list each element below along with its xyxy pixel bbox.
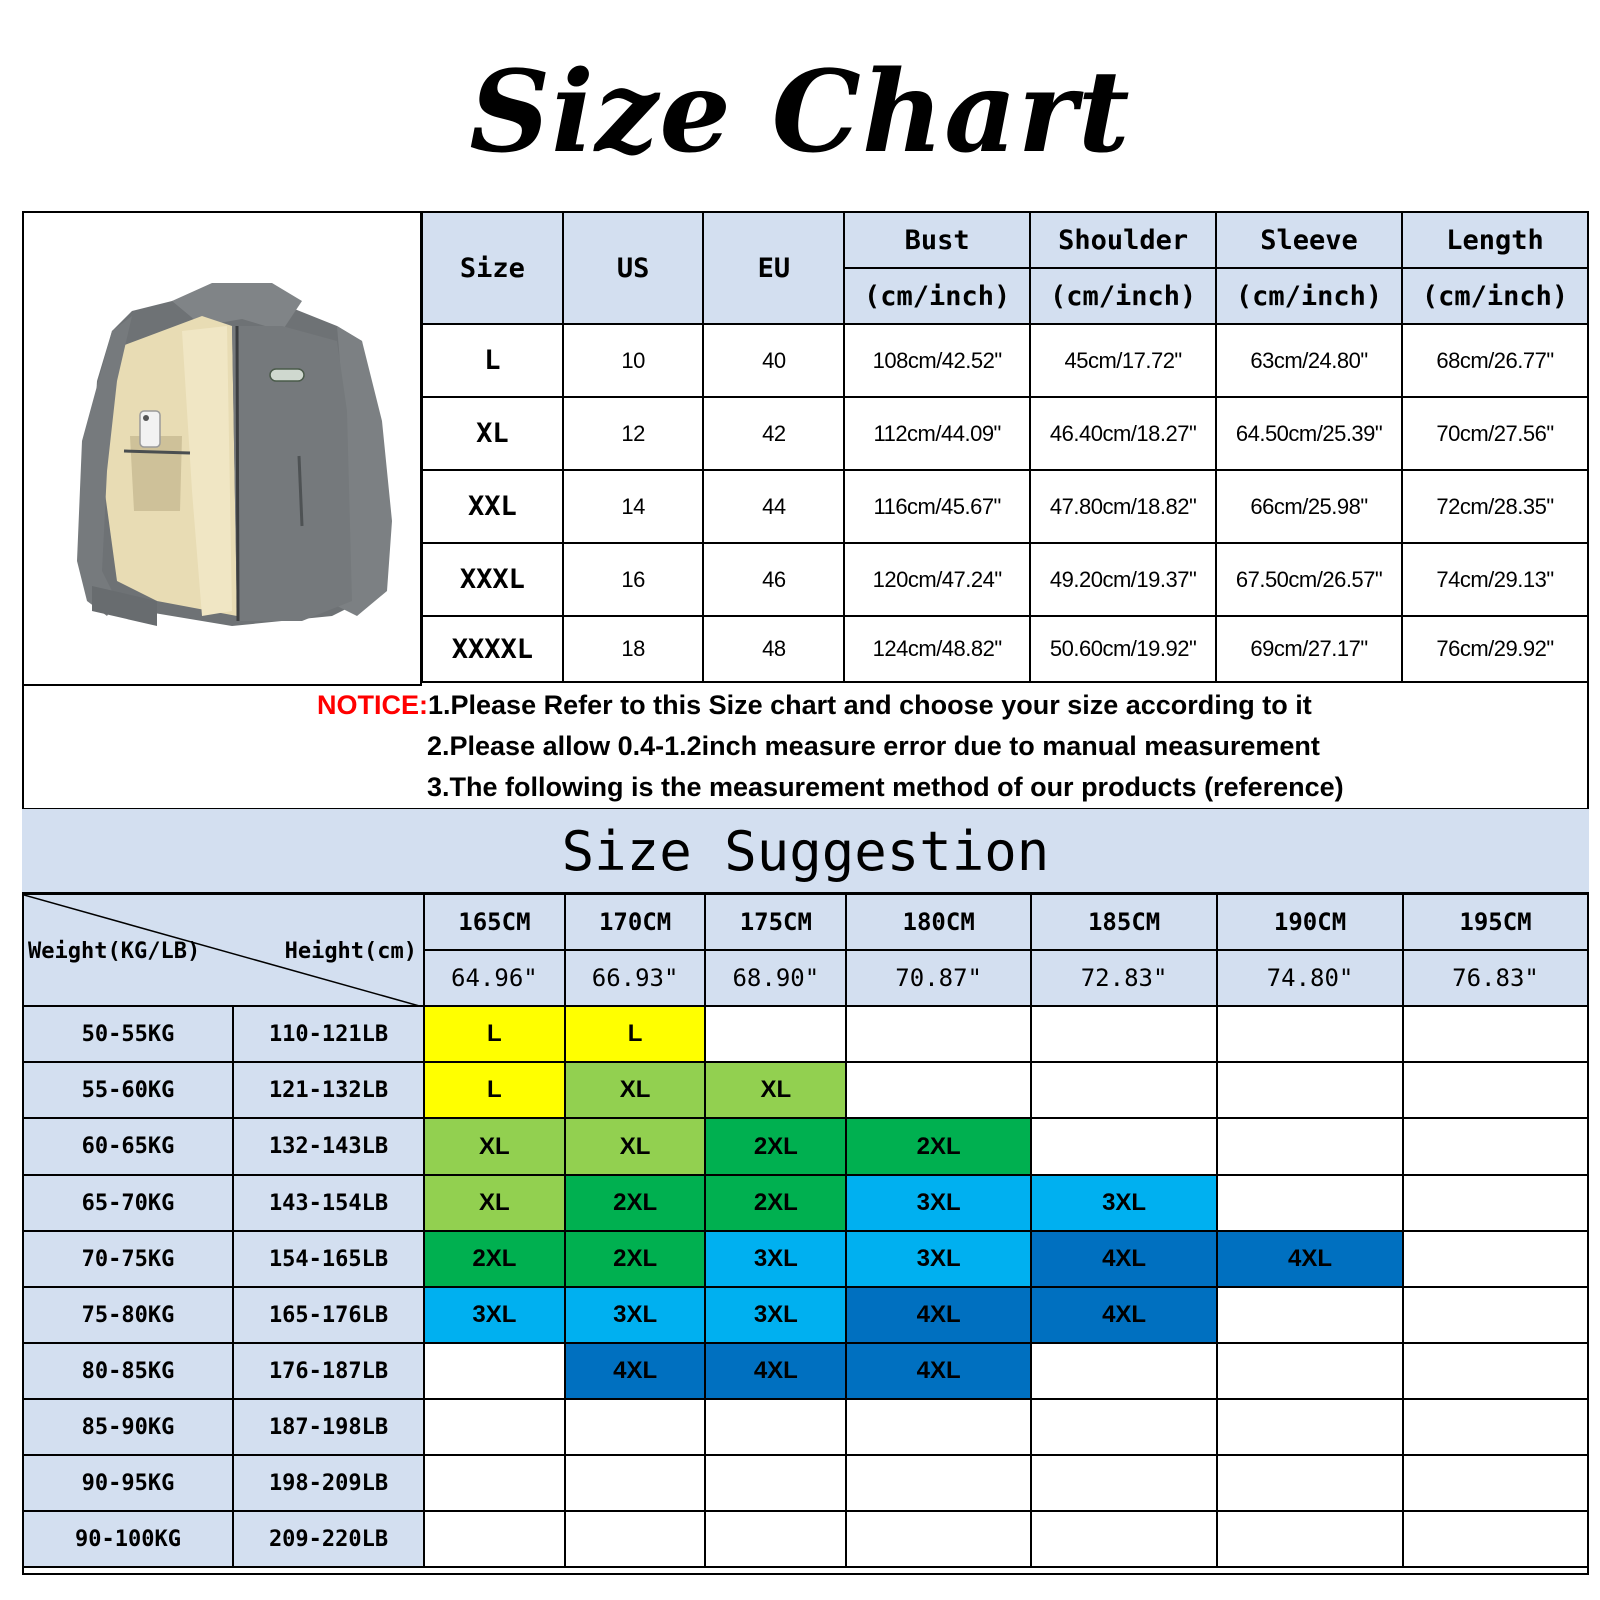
suggested-size-cell	[1403, 1455, 1588, 1511]
notice-label: NOTICE:	[317, 690, 428, 720]
suggested-size-cell	[1031, 1511, 1217, 1567]
length-cell: 72cm/28.35"	[1402, 470, 1588, 543]
weight-kg-cell: 70-75KG	[23, 1231, 233, 1287]
suggested-size-cell	[1403, 1231, 1588, 1287]
suggested-size-cell	[1031, 1118, 1217, 1175]
height-cm-header: 185CM	[1031, 894, 1217, 950]
height-in-header: 70.87"	[846, 950, 1031, 1006]
height-in-header: 64.96"	[424, 950, 565, 1006]
suggested-size-cell: 3XL	[565, 1287, 706, 1343]
suggested-size-cell	[424, 1455, 565, 1511]
suggested-size-cell	[1403, 1118, 1588, 1175]
suggested-size-cell: 3XL	[846, 1175, 1031, 1231]
height-in-header: 74.80"	[1217, 950, 1403, 1006]
table-row	[23, 1343, 1588, 1399]
suggested-size-cell: 2XL	[424, 1231, 565, 1287]
suggested-size-cell	[1031, 1399, 1217, 1455]
table-row	[23, 1455, 1588, 1511]
suggested-size-cell	[565, 1455, 706, 1511]
suggested-size-cell: XL	[705, 1062, 846, 1118]
weight-lb-cell: 209-220LB	[233, 1511, 424, 1567]
height-cm-header: 165CM	[424, 894, 565, 950]
us-cell: 16	[563, 543, 704, 616]
eu-cell: 46	[703, 543, 844, 616]
weight-lb-cell: 132-143LB	[233, 1118, 424, 1175]
table-row	[23, 1399, 1588, 1455]
page-title: Size Chart	[469, 47, 1131, 178]
height-cm-header: 170CM	[565, 894, 706, 950]
suggested-size-cell: XL	[565, 1118, 706, 1175]
notice-block	[22, 685, 1589, 810]
suggested-size-cell: 4XL	[1031, 1231, 1217, 1287]
notice-line-1: 1.Please Refer to this Size chart and choose your size according to it	[428, 690, 1312, 720]
size-header: Size	[422, 212, 563, 324]
height-cm-header: 195CM	[1403, 894, 1588, 950]
suggested-size-cell: 3XL	[705, 1287, 846, 1343]
table-row	[422, 324, 1588, 397]
suggested-size-cell	[1403, 1006, 1588, 1062]
suggested-size-cell	[1217, 1006, 1403, 1062]
suggested-size-cell: L	[424, 1062, 565, 1118]
weight-kg-cell: 80-85KG	[23, 1343, 233, 1399]
suggested-size-cell: 3XL	[424, 1287, 565, 1343]
bust-cell: 108cm/42.52"	[844, 324, 1030, 397]
suggested-size-cell: 2XL	[705, 1175, 846, 1231]
eu-cell: 40	[703, 324, 844, 397]
weight-kg-cell: 65-70KG	[23, 1175, 233, 1231]
size-suggestion-table	[22, 893, 1589, 1568]
size-suggestion-title: Size Suggestion	[22, 809, 1589, 894]
suggested-size-cell	[565, 1399, 706, 1455]
shoulder-cell: 49.20cm/19.37"	[1030, 543, 1216, 616]
shoulder-unit: (cm/inch)	[1030, 268, 1216, 324]
sleeve-cell: 63cm/24.80"	[1216, 324, 1402, 397]
shoulder-cell: 45cm/17.72"	[1030, 324, 1216, 397]
table-row	[23, 1287, 1588, 1343]
suggested-size-cell	[424, 1343, 565, 1399]
suggested-size-cell	[1217, 1175, 1403, 1231]
table-row	[23, 1511, 1588, 1567]
product-image-panel	[22, 211, 422, 686]
us-cell: 14	[563, 470, 704, 543]
suggested-size-cell: 4XL	[705, 1343, 846, 1399]
length-cell: 70cm/27.56"	[1402, 397, 1588, 470]
suggested-size-cell	[846, 1455, 1031, 1511]
suggested-size-cell	[1217, 1062, 1403, 1118]
height-in-header: 72.83"	[1031, 950, 1217, 1006]
us-cell: 10	[563, 324, 704, 397]
suggested-size-cell: 3XL	[1031, 1175, 1217, 1231]
table-row	[422, 616, 1588, 682]
suggested-size-cell	[424, 1511, 565, 1567]
size-cell: XXXXL	[422, 616, 563, 682]
eu-cell: 44	[703, 470, 844, 543]
us-cell: 18	[563, 616, 704, 682]
table-row	[422, 470, 1588, 543]
weight-kg-cell: 55-60KG	[23, 1062, 233, 1118]
suggested-size-cell: 4XL	[1031, 1287, 1217, 1343]
us-cell: 12	[563, 397, 704, 470]
suggested-size-cell	[846, 1399, 1031, 1455]
suggested-size-cell	[846, 1062, 1031, 1118]
table-row	[23, 1062, 1588, 1118]
size-cell: XL	[422, 397, 563, 470]
size-cell: XXXL	[422, 543, 563, 616]
weight-lb-cell: 187-198LB	[233, 1399, 424, 1455]
sleeve-cell: 67.50cm/26.57"	[1216, 543, 1402, 616]
height-axis-label: Height(cm)	[284, 939, 418, 964]
weight-axis-label: Weight(KG/LB)	[28, 939, 201, 964]
suggested-size-cell	[1217, 1455, 1403, 1511]
notice-line-3: 3.The following is the measurement method of our products (reference)	[427, 772, 1344, 802]
height-in-header: 66.93"	[565, 950, 706, 1006]
suggested-size-cell	[846, 1511, 1031, 1567]
suggested-size-cell: 2XL	[565, 1175, 706, 1231]
corner-header	[23, 894, 424, 1006]
height-in-header: 68.90"	[705, 950, 846, 1006]
weight-lb-cell: 143-154LB	[233, 1175, 424, 1231]
suggested-size-cell	[1403, 1062, 1588, 1118]
suggested-size-cell	[1217, 1343, 1403, 1399]
length-header: Length	[1402, 212, 1588, 268]
suggested-size-cell	[705, 1511, 846, 1567]
suggested-size-cell	[1403, 1399, 1588, 1455]
bust-cell: 112cm/44.09"	[844, 397, 1030, 470]
bust-cell: 120cm/47.24"	[844, 543, 1030, 616]
length-unit: (cm/inch)	[1402, 268, 1588, 324]
suggested-size-cell	[1403, 1175, 1588, 1231]
us-header: US	[563, 212, 704, 324]
suggested-size-cell: XL	[565, 1062, 706, 1118]
suggested-size-cell	[1403, 1287, 1588, 1343]
suggested-size-cell: XL	[424, 1175, 565, 1231]
weight-kg-cell: 50-55KG	[23, 1006, 233, 1062]
suggested-size-cell	[1403, 1511, 1588, 1567]
table-row	[422, 397, 1588, 470]
weight-lb-cell: 176-187LB	[233, 1343, 424, 1399]
shoulder-cell: 47.80cm/18.82"	[1030, 470, 1216, 543]
weight-lb-cell: 165-176LB	[233, 1287, 424, 1343]
suggested-size-cell	[1217, 1399, 1403, 1455]
suggested-size-cell	[1031, 1455, 1217, 1511]
sleeve-unit: (cm/inch)	[1216, 268, 1402, 324]
suggested-size-cell: 4XL	[1217, 1231, 1403, 1287]
table-row	[23, 1175, 1588, 1231]
suggested-size-cell: 4XL	[565, 1343, 706, 1399]
table-row	[23, 1006, 1588, 1062]
height-in-header: 76.83"	[1403, 950, 1588, 1006]
length-cell: 76cm/29.92"	[1402, 616, 1588, 682]
suggested-size-cell	[705, 1006, 846, 1062]
suggestion-rows	[23, 1006, 1588, 1567]
suggested-size-cell	[565, 1511, 706, 1567]
suggested-size-cell: 2XL	[565, 1231, 706, 1287]
shoulder-cell: 46.40cm/18.27"	[1030, 397, 1216, 470]
size-cell: XXL	[422, 470, 563, 543]
size-cell: L	[422, 324, 563, 397]
bust-header: Bust	[844, 212, 1030, 268]
suggested-size-cell: 3XL	[705, 1231, 846, 1287]
table-row	[23, 1231, 1588, 1287]
shoulder-header: Shoulder	[1030, 212, 1216, 268]
suggested-size-cell: XL	[424, 1118, 565, 1175]
suggested-size-cell	[424, 1399, 565, 1455]
weight-lb-cell: 121-132LB	[233, 1062, 424, 1118]
suggested-size-cell: 4XL	[846, 1287, 1031, 1343]
suggested-size-cell	[1031, 1343, 1217, 1399]
suggested-size-cell	[1403, 1343, 1588, 1399]
suggested-size-cell	[1217, 1287, 1403, 1343]
sleeve-cell: 66cm/25.98"	[1216, 470, 1402, 543]
weight-lb-cell: 110-121LB	[233, 1006, 424, 1062]
table-row	[422, 543, 1588, 616]
suggested-size-cell: 2XL	[705, 1118, 846, 1175]
jacket-illustration	[62, 271, 402, 631]
sleeve-cell: 64.50cm/25.39"	[1216, 397, 1402, 470]
suggested-size-cell	[1217, 1511, 1403, 1567]
height-cm-header: 175CM	[705, 894, 846, 950]
suggested-size-cell	[1217, 1118, 1403, 1175]
eu-cell: 48	[703, 616, 844, 682]
notice-line-2: 2.Please allow 0.4-1.2inch measure error due to manual measurement	[427, 731, 1320, 761]
bust-unit: (cm/inch)	[844, 268, 1030, 324]
suggested-size-cell	[1031, 1062, 1217, 1118]
suggested-size-cell	[1031, 1006, 1217, 1062]
suggested-size-cell: 4XL	[846, 1343, 1031, 1399]
suggested-size-cell	[705, 1399, 846, 1455]
suggested-size-cell: L	[565, 1006, 706, 1062]
weight-kg-cell: 75-80KG	[23, 1287, 233, 1343]
eu-cell: 42	[703, 397, 844, 470]
sleeve-cell: 69cm/27.17"	[1216, 616, 1402, 682]
table-row	[23, 1118, 1588, 1175]
suggested-size-cell	[846, 1006, 1031, 1062]
weight-lb-cell: 154-165LB	[233, 1231, 424, 1287]
bust-cell: 116cm/45.67"	[844, 470, 1030, 543]
length-cell: 68cm/26.77"	[1402, 324, 1588, 397]
sleeve-header: Sleeve	[1216, 212, 1402, 268]
suggested-size-cell	[705, 1455, 846, 1511]
height-cm-header: 190CM	[1217, 894, 1403, 950]
length-cell: 74cm/29.13"	[1402, 543, 1588, 616]
size-table	[421, 211, 1589, 683]
weight-kg-cell: 90-95KG	[23, 1455, 233, 1511]
weight-kg-cell: 85-90KG	[23, 1399, 233, 1455]
suggested-size-cell: L	[424, 1006, 565, 1062]
bust-cell: 124cm/48.82"	[844, 616, 1030, 682]
suggested-size-cell: 3XL	[846, 1231, 1031, 1287]
weight-kg-cell: 90-100KG	[23, 1511, 233, 1567]
weight-lb-cell: 198-209LB	[233, 1455, 424, 1511]
eu-header: EU	[703, 212, 844, 324]
shoulder-cell: 50.60cm/19.92"	[1030, 616, 1216, 682]
height-cm-header: 180CM	[846, 894, 1031, 950]
weight-kg-cell: 60-65KG	[23, 1118, 233, 1175]
suggested-size-cell: 2XL	[846, 1118, 1031, 1175]
